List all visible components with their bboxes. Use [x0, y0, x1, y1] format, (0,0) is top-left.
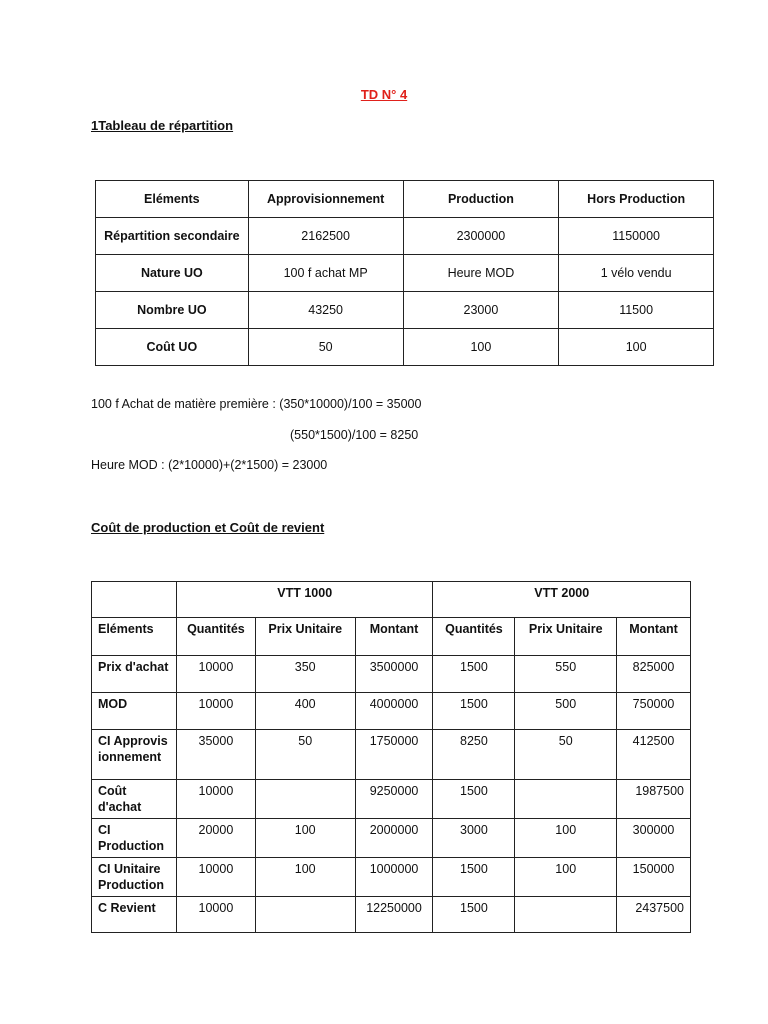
row-label: Nature UO: [96, 255, 249, 292]
table-cell: 100: [255, 819, 355, 858]
empty-cell: [92, 582, 177, 618]
table-row: [92, 819, 691, 858]
table-row: [92, 693, 691, 730]
row-label: MOD: [92, 693, 177, 730]
table-row: [92, 858, 691, 897]
table-cell: 3000: [433, 819, 515, 858]
table-cell: 2437500: [617, 897, 691, 933]
row-label: CI Unitaire Production: [92, 858, 177, 897]
table-cell: 1987500: [617, 780, 691, 819]
header-cell: Hors Production: [559, 181, 714, 218]
table-cell: 12250000: [355, 897, 433, 933]
header-cell: Montant: [617, 618, 691, 656]
cout-revient-table: [91, 581, 691, 933]
table-cell: 9250000: [355, 780, 433, 819]
table-cell: 35000: [176, 730, 255, 780]
calc-line-mp-vtt1000: 100 f Achat de matière première : (350*10000)/100 = 35000: [91, 397, 422, 411]
row-label: CI Production: [92, 819, 177, 858]
table-cell: 10000: [176, 897, 255, 933]
table-cell: 10000: [176, 780, 255, 819]
table-cell: 100: [559, 329, 714, 366]
table-cell: 100: [515, 858, 617, 897]
table-cell: Heure MOD: [403, 255, 559, 292]
table-row: [92, 656, 691, 693]
table-cell: 50: [515, 730, 617, 780]
table-cell: 2300000: [403, 218, 559, 255]
row-label: Coût UO: [96, 329, 249, 366]
group-header-vtt1000: VTT 1000: [176, 582, 433, 618]
table-cell: 4000000: [355, 693, 433, 730]
table-cell: [515, 780, 617, 819]
table-cell: 10000: [176, 693, 255, 730]
table-cell: 100 f achat MP: [248, 255, 403, 292]
table-cell: 1000000: [355, 858, 433, 897]
row-label: Répartition secondaire: [96, 218, 249, 255]
table-row: [96, 218, 714, 255]
table-cell: 100: [403, 329, 559, 366]
table-cell: 1500: [433, 693, 515, 730]
row-label: Coût d'achat: [92, 780, 177, 819]
table-header-row: [92, 618, 691, 656]
table-cell: 500: [515, 693, 617, 730]
table-cell: 23000: [403, 292, 559, 329]
table-row: [92, 780, 691, 819]
header-cell: Montant: [355, 618, 433, 656]
table-cell: 825000: [617, 656, 691, 693]
table-cell: 1 vélo vendu: [559, 255, 714, 292]
group-header-vtt2000: VTT 2000: [433, 582, 691, 618]
row-label: CI Approvisionnement: [92, 730, 177, 780]
row-label: C Revient: [92, 897, 177, 933]
table-row: [92, 897, 691, 933]
table-cell: 150000: [617, 858, 691, 897]
group-header-row: [92, 582, 691, 618]
table-cell: 1750000: [355, 730, 433, 780]
table-row: [96, 329, 714, 366]
table-cell: 10000: [176, 858, 255, 897]
table-cell: 400: [255, 693, 355, 730]
header-cell: Eléments: [96, 181, 249, 218]
header-cell: Production: [403, 181, 559, 218]
table-cell: 1500: [433, 897, 515, 933]
table-cell: 8250: [433, 730, 515, 780]
table-cell: 20000: [176, 819, 255, 858]
table-row: [96, 292, 714, 329]
table-cell: 300000: [617, 819, 691, 858]
document-title: TD N° 4: [360, 87, 408, 102]
header-cell: Eléments: [92, 618, 177, 656]
calc-line-heure-mod: Heure MOD : (2*10000)+(2*1500) = 23000: [91, 458, 328, 472]
header-cell: Quantités: [433, 618, 515, 656]
repartition-table: [95, 180, 714, 366]
table-cell: 100: [255, 858, 355, 897]
table-cell: 10000: [176, 656, 255, 693]
table-cell: 350: [255, 656, 355, 693]
table-cell: 750000: [617, 693, 691, 730]
table-cell: 100: [515, 819, 617, 858]
section-heading-repartition: 1Tableau de répartition: [91, 118, 234, 133]
header-cell: Prix Unitaire: [515, 618, 617, 656]
table-cell: 1500: [433, 780, 515, 819]
table-cell: 550: [515, 656, 617, 693]
calc-line-mp-vtt2000: (550*1500)/100 = 8250: [290, 428, 419, 442]
header-cell: Approvisionnement: [248, 181, 403, 218]
table-cell: 43250: [248, 292, 403, 329]
table-cell: [515, 897, 617, 933]
table-header-row: [96, 181, 714, 218]
row-label: Nombre UO: [96, 292, 249, 329]
header-cell: Quantités: [176, 618, 255, 656]
table-cell: [255, 897, 355, 933]
table-cell: 50: [255, 730, 355, 780]
header-cell: Prix Unitaire: [255, 618, 355, 656]
table-row: [92, 730, 691, 780]
table-cell: 2162500: [248, 218, 403, 255]
table-cell: 50: [248, 329, 403, 366]
section-heading-cout: Coût de production et Coût de revient: [91, 520, 325, 535]
row-label: Prix d'achat: [92, 656, 177, 693]
table-row: [96, 255, 714, 292]
table-cell: 1150000: [559, 218, 714, 255]
table-cell: 3500000: [355, 656, 433, 693]
table-cell: 11500: [559, 292, 714, 329]
table-cell: 2000000: [355, 819, 433, 858]
table-cell: 1500: [433, 858, 515, 897]
table-cell: [255, 780, 355, 819]
table-cell: 1500: [433, 656, 515, 693]
table-cell: 412500: [617, 730, 691, 780]
